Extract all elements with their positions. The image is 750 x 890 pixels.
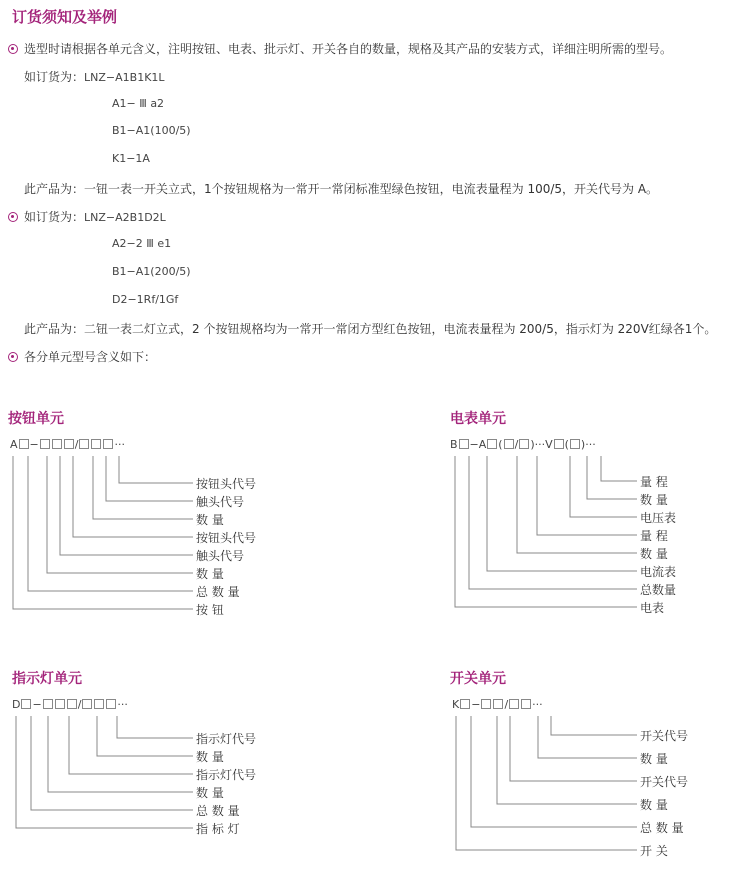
button-unit-label: 总 数 量 <box>196 585 240 599</box>
placeholder-box <box>519 439 529 449</box>
example2-line: D2−1Rf/1Gf <box>112 293 179 306</box>
button-unit-label: 数 量 <box>196 567 224 581</box>
meter-unit-label: 数 量 <box>640 547 668 561</box>
placeholder-box <box>106 699 116 709</box>
meter-unit-connector-lines <box>440 450 640 620</box>
placeholder-box <box>43 699 53 709</box>
placeholder-box <box>21 699 31 709</box>
button-unit-label: 按 钮 <box>196 603 224 617</box>
code-paren: )··· <box>580 438 596 451</box>
meter-unit-label: 量 程 <box>640 475 668 489</box>
code-dash: −A <box>469 438 487 451</box>
switch-unit-title: 开关单元 <box>450 671 506 687</box>
placeholder-box <box>570 439 580 449</box>
meter-unit-label: 量 程 <box>640 529 668 543</box>
code-paren: ( <box>498 438 503 451</box>
button-unit-label: 触头代号 <box>196 495 245 509</box>
light-unit-label: 数 量 <box>196 750 224 764</box>
intro-text: 选型时请根据各单元含义，注明按钮、电表、批示灯、开关各自的数量，规格及其产品的安装方式，详细注明所需的型号。 <box>24 42 673 56</box>
placeholder-box <box>94 699 104 709</box>
code-slash: / <box>504 698 509 711</box>
light-unit-label: 指示灯代号 <box>196 732 257 746</box>
code-letter: V <box>545 438 553 451</box>
meter-unit-label: 数 量 <box>640 493 668 507</box>
placeholder-box <box>459 439 469 449</box>
placeholder-box <box>55 699 65 709</box>
button-unit-title: 按钮单元 <box>8 411 64 427</box>
code-paren: )··· <box>530 438 546 451</box>
code-letter: K <box>452 698 460 711</box>
placeholder-box <box>52 439 62 449</box>
button-unit-label: 数 量 <box>196 513 224 527</box>
placeholder-box <box>64 439 74 449</box>
light-unit-label: 指 标 灯 <box>196 822 240 836</box>
code-ellipsis: ··· <box>117 698 128 711</box>
page-title: 订货须知及举例 <box>12 8 118 26</box>
placeholder-box <box>40 439 50 449</box>
placeholder-box <box>82 699 92 709</box>
code-letter: B <box>450 438 458 451</box>
example1-order-label: 如订货为： <box>24 70 85 84</box>
meter-unit-title: 电表单元 <box>450 411 506 427</box>
code-letter: D <box>12 698 21 711</box>
example1-line: A1− Ⅲ a2 <box>112 97 165 110</box>
example1-line: B1−A1(100/5) <box>112 124 191 137</box>
code-dash: − <box>29 438 39 451</box>
code-dash: − <box>471 698 481 711</box>
example2-description: 此产品为：二钮一表二灯立式，2 个按钮规格均为一常开一常闭方型红色按钮，电流表量程为 200/5，指示灯为 220V红绿各1个。 <box>24 322 717 336</box>
light-unit-title: 指示灯单元 <box>12 671 82 687</box>
code-letter: A <box>10 438 18 451</box>
intro-paragraph <box>8 40 672 57</box>
switch-unit-label: 开关代号 <box>640 729 689 743</box>
code-slash: / <box>77 698 82 711</box>
code-slash: / <box>514 438 519 451</box>
meter-unit-label: 电流表 <box>640 565 677 579</box>
code-ellipsis: ··· <box>114 438 125 451</box>
button-unit-connector-lines <box>0 450 200 620</box>
placeholder-box <box>79 439 89 449</box>
light-unit-label: 指示灯代号 <box>196 768 257 782</box>
placeholder-box <box>493 699 503 709</box>
example1-description: 此产品为：一钮一表一开关立式，1个按钮规格为一常开一常闭标准型绿色按钮，电流表量程为 100/5，开关代号为 A。 <box>24 182 659 196</box>
example2-order-label: 如订货为： <box>24 210 85 224</box>
switch-unit-label: 开 关 <box>640 844 668 858</box>
light-unit-label: 数 量 <box>196 786 224 800</box>
meter-unit-label: 电压表 <box>640 511 677 525</box>
placeholder-box <box>509 699 519 709</box>
example2-order <box>8 208 166 225</box>
code-ellipsis: ··· <box>532 698 543 711</box>
units-intro-text: 各分单元型号含义如下： <box>24 350 157 364</box>
example1-line: K1−1A <box>112 152 150 165</box>
circle-bullet-icon <box>8 212 18 222</box>
placeholder-box <box>67 699 77 709</box>
switch-unit-connector-lines <box>440 710 640 860</box>
units-intro <box>8 348 156 365</box>
example1-order <box>24 68 165 85</box>
code-dash: − <box>32 698 42 711</box>
circle-bullet-icon <box>8 44 18 54</box>
example1-order-code: LNZ−A1B1K1L <box>84 71 165 84</box>
circle-bullet-icon <box>8 352 18 362</box>
switch-unit-label: 开关代号 <box>640 775 689 789</box>
light-unit-label: 总 数 量 <box>196 804 240 818</box>
button-unit-label: 按钮头代号 <box>196 531 257 545</box>
placeholder-box <box>103 439 113 449</box>
meter-unit-label: 总数量 <box>640 583 677 597</box>
placeholder-box <box>487 439 497 449</box>
switch-unit-label: 数 量 <box>640 752 668 766</box>
placeholder-box <box>504 439 514 449</box>
placeholder-box <box>481 699 491 709</box>
placeholder-box <box>460 699 470 709</box>
example2-line: A2−2 Ⅲ e1 <box>112 237 172 250</box>
light-unit-connector-lines <box>0 710 200 840</box>
meter-unit-label: 电表 <box>640 601 665 615</box>
example2-line: B1−A1(200/5) <box>112 265 191 278</box>
example2-order-code: LNZ−A2B1D2L <box>84 211 166 224</box>
placeholder-box <box>19 439 29 449</box>
placeholder-box <box>521 699 531 709</box>
button-unit-label: 按钮头代号 <box>196 477 257 491</box>
code-slash: / <box>74 438 79 451</box>
placeholder-box <box>91 439 101 449</box>
button-unit-label: 触头代号 <box>196 549 245 563</box>
placeholder-box <box>554 439 564 449</box>
code-paren: ( <box>564 438 569 451</box>
switch-unit-label: 总 数 量 <box>640 821 684 835</box>
switch-unit-label: 数 量 <box>640 798 668 812</box>
